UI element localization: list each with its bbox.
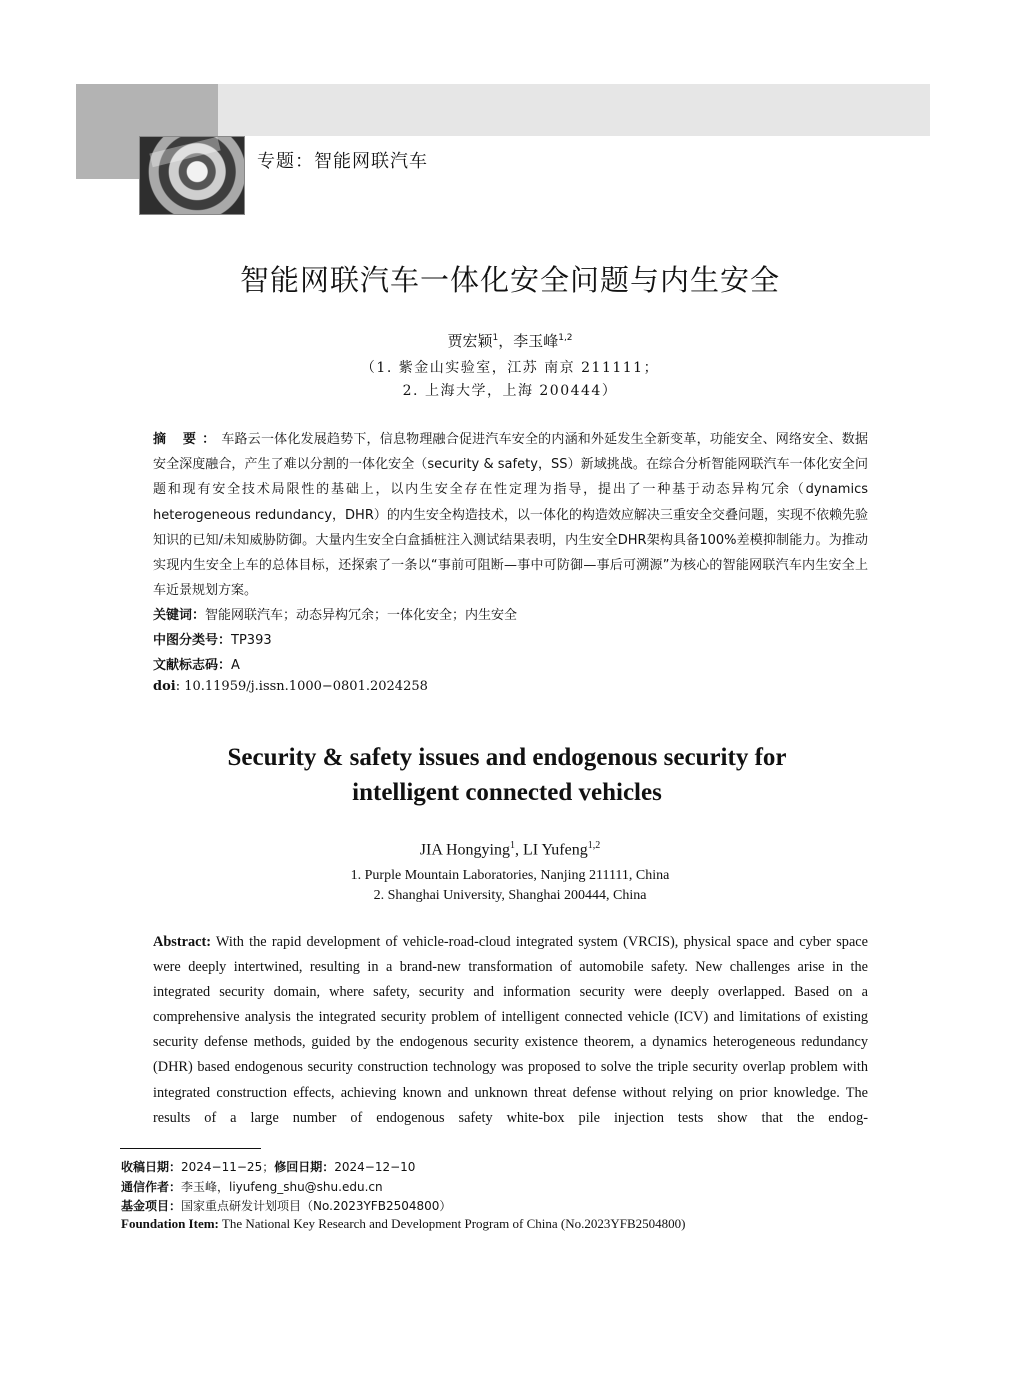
doi-value: : 10.11959/j.issn.1000−0801.2024258 <box>175 679 428 694</box>
corresponding-value: 李玉峰，liyufeng_shu@shu.edu.cn <box>181 1180 383 1194</box>
fund-en-value: The National Key Research and Development Program of China (No.2023YFB2504800) <box>218 1216 686 1231</box>
cn-authors <box>0 330 1020 351</box>
en-abstract <box>153 930 868 1131</box>
en-affiliation-1: 1. Purple Mountain Laboratories, Nanjing 211111, China <box>350 868 670 883</box>
cn-clc <box>153 629 272 648</box>
cn-author-1-sup: 1 <box>492 333 499 343</box>
corresponding-label: 通信作者： <box>121 1180 182 1194</box>
footnote-foundation-en <box>121 1216 685 1232</box>
fund-label: 基金项目： <box>121 1199 182 1213</box>
cn-abstract-label: 摘 要： <box>153 432 222 447</box>
cn-keywords-text: 智能网联汽车；动态异构冗余；一体化安全；内生安全 <box>205 608 518 623</box>
en-author-sep: , <box>515 841 523 859</box>
cn-clc-value: TP393 <box>231 633 272 648</box>
cn-author-2-sup: 1,2 <box>558 333 573 343</box>
footnote-corresponding <box>121 1178 383 1195</box>
cn-keywords-label: 关键词： <box>153 608 206 623</box>
en-title-line-1: Security & safety issues and endogenous security for <box>227 744 787 771</box>
received-label: 收稿日期： <box>121 1160 182 1174</box>
cn-author-1: 贾宏颖 <box>447 332 493 350</box>
cn-affiliation-2: 2. 上海大学，上海 200444） <box>402 383 618 399</box>
cn-title: 智能网联汽车一体化安全问题与内生安全 <box>239 263 780 297</box>
doi-label: doi <box>153 679 176 694</box>
cn-keywords <box>153 604 517 623</box>
cn-doc-value: A <box>231 658 240 673</box>
en-author-1: JIA Hongying <box>419 841 510 859</box>
cn-author-2: 李玉峰 <box>513 332 559 350</box>
header-photo <box>140 137 244 214</box>
header-band-light <box>218 84 930 136</box>
cn-affiliation-1: （1. 紫金山实验室，江苏 南京 211111； <box>360 360 660 376</box>
footnote-dates <box>121 1158 415 1175</box>
en-affiliation-2: 2. Shanghai University, Shanghai 200444, China <box>373 888 647 903</box>
doi <box>153 679 428 694</box>
column-topic: 专题：智能网联汽车 <box>257 151 428 172</box>
received-date: 2024−11−25； <box>181 1160 275 1174</box>
cn-abstract <box>153 427 868 603</box>
en-abstract-label: Abstract: <box>153 934 211 950</box>
fund-en-label: Foundation Item: <box>121 1216 219 1231</box>
cn-clc-label: 中图分类号： <box>153 633 232 648</box>
en-title-line-2: intelligent connected vehicles <box>352 779 662 806</box>
en-authors <box>0 840 1020 859</box>
revised-label: 修回日期： <box>274 1160 335 1174</box>
footnote-rule <box>120 1148 261 1149</box>
fund-value: 国家重点研发计划项目（No.2023YFB2504800） <box>181 1199 452 1213</box>
cn-doc-label: 文献标志码： <box>153 658 232 673</box>
en-author-2: LI Yufeng <box>523 841 588 859</box>
en-abstract-text: With the rapid development of vehicle-road-cloud integrated system (VRCIS), physical space and cyber space were deeply intertwined, resulting in a brand-new transformation of automobile safety. New challenges arise in the integrated security domain, where safety, security and information security were deeply overlapped. Based on a comprehensive analysis the integrated security problem of intelligent connected vehicle (ICV) and limitations of existing security defense methods, guided by the endogenous security existence theorem, a dynamics heterogeneous redundancy (DHR) based endogenous security construction technology was proposed to solve the triple security overlap problem with integrated construction effects, achieving known and unknown threat defense without relying on prior knowledge. The results of a large number of endogenous safety white-box pile injection tests show that the endog- <box>153 934 868 1126</box>
revised-date: 2024−12−10 <box>334 1160 416 1174</box>
cn-author-sep: ， <box>498 332 514 350</box>
footnote-fund <box>121 1197 451 1214</box>
en-author-1-sup: 1 <box>510 840 515 851</box>
cn-doc-code <box>153 654 240 673</box>
en-title <box>0 740 1014 810</box>
en-author-2-sup: 1,2 <box>587 840 601 851</box>
cn-abstract-text: 车路云一体化发展趋势下，信息物理融合促进汽车安全的内涵和外延发生全新变革，功能安全、网络安全、数据安全深度融合，产生了难以分割的一体化安全（security & safety，SS）新域挑战。在综合分析智能网联汽车一体化安全问题和现有安全技术局限性的基础上，以内生安全存在性定理为指导，提出了一种基于动态异构冗余（dynamics heterogeneous redundancy，DHR）的内生安全构造技术，以一体化的构造效应解决三重安全交叠问题，实现不依赖先验知识的已知/未知威胁防御。大量内生安全白盒插桩注入测试结果表明，内生安全DHR架构具备100%差模抑制能力。为推动实现内生安全上车的总体目标，还探索了一条以“事前可阻断—事中可防御—事后可溯源”为核心的智能网联汽车内生安全上车近景规划方案。 <box>153 432 868 599</box>
